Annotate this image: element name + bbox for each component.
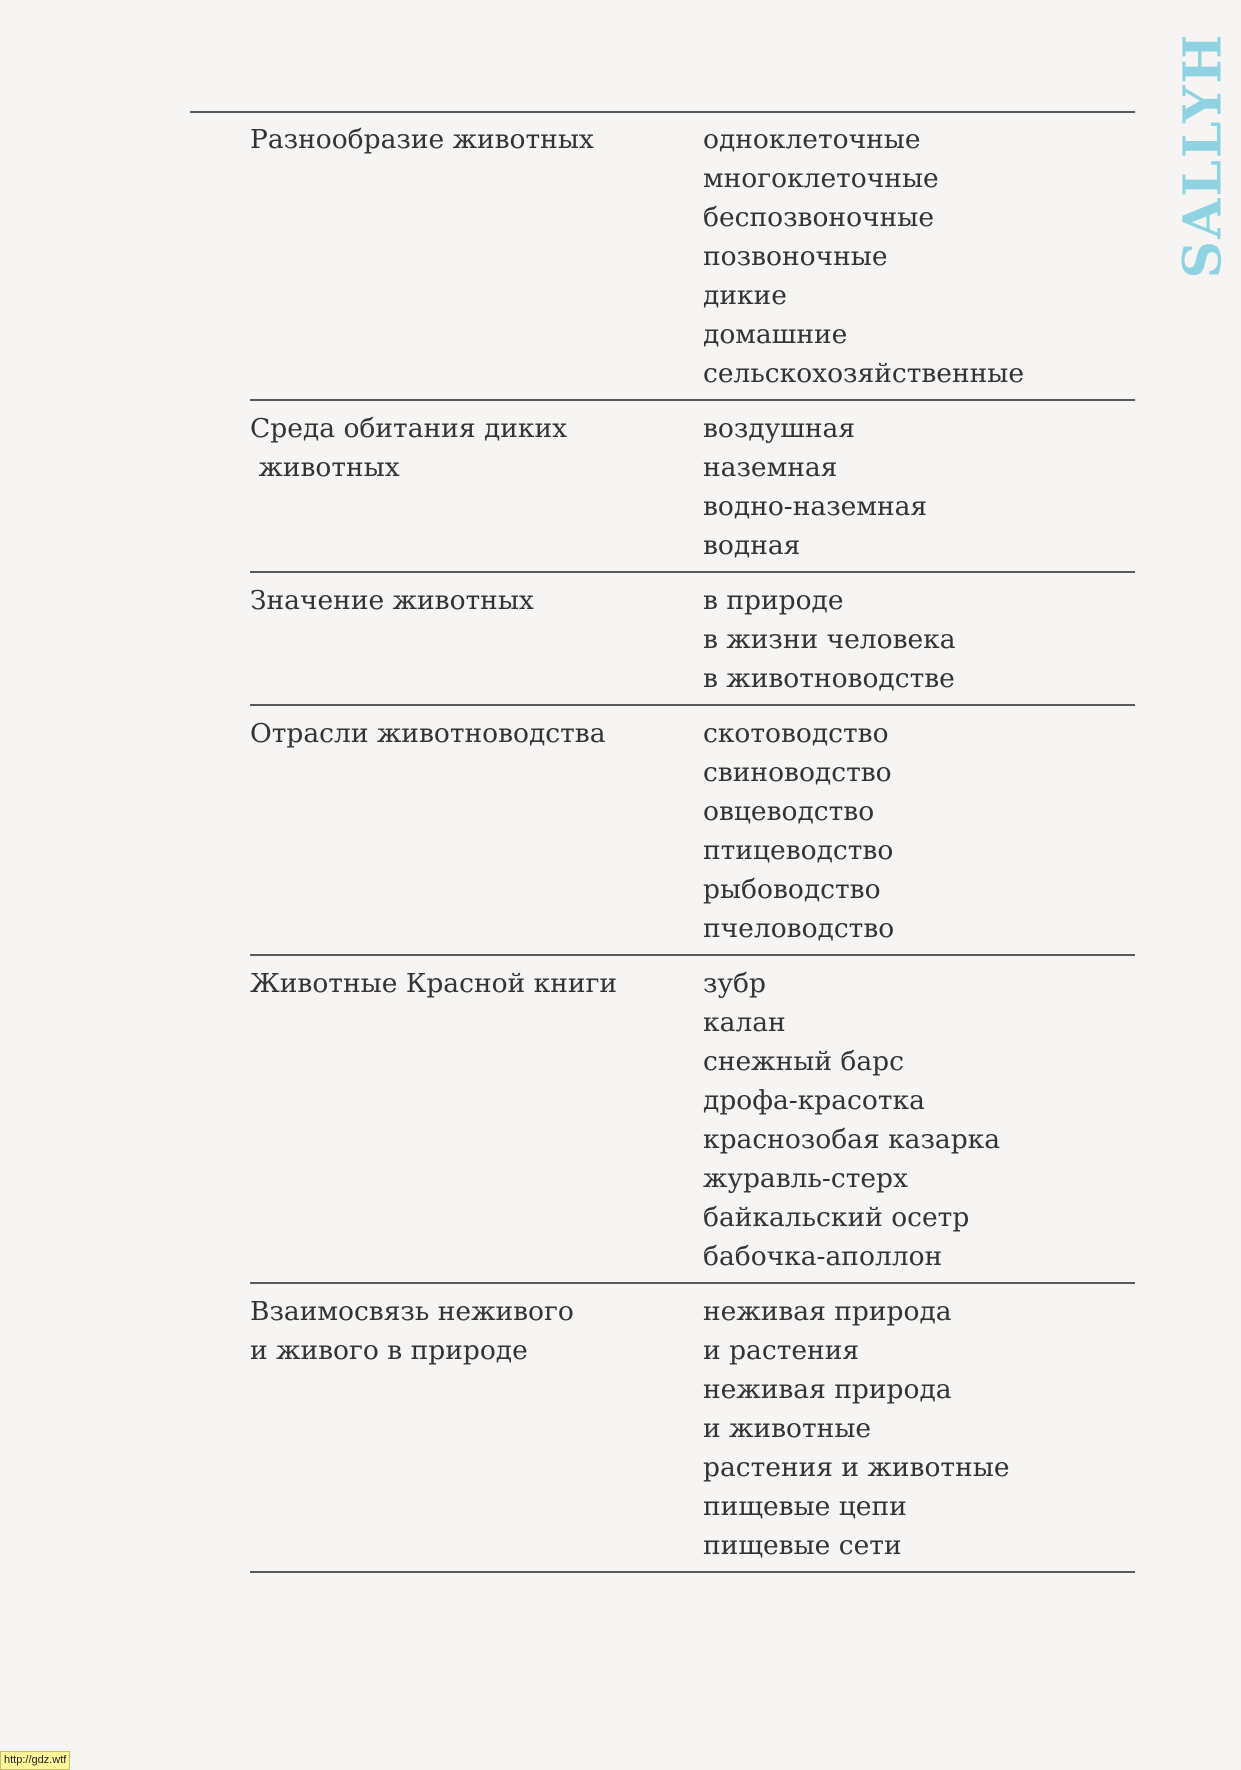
row-item: краснозобая казарка — [703, 1124, 1001, 1155]
row-item: пчеловодство — [703, 913, 895, 944]
summary-table — [250, 112, 1135, 1573]
table-row — [250, 1284, 1135, 1573]
row-item: свиноводство — [703, 757, 892, 788]
row-item: в жизни человека — [703, 624, 956, 655]
row-item: домашние — [703, 319, 848, 350]
table-row — [250, 706, 1135, 956]
row-item: многоклеточные — [703, 163, 939, 194]
row-item: дрофа-красотка — [703, 1085, 925, 1116]
row-item: птицеводство — [703, 835, 894, 866]
row-item: водно-наземная — [703, 491, 928, 522]
row-item: одноклеточные — [703, 124, 921, 155]
row-item: калан — [703, 1007, 786, 1038]
row-item: снежный барс — [703, 1046, 904, 1077]
row-topic: Значение животных — [250, 585, 534, 616]
row-items — [703, 120, 1135, 393]
row-item: скотоводство — [703, 718, 889, 749]
row-item: пищевые цепи — [703, 1491, 907, 1522]
source-watermark: http://gdz.wtf — [0, 1751, 70, 1770]
row-topic: Отрасли животноводства — [250, 718, 606, 749]
row-items — [703, 964, 1135, 1276]
row-item: овцеводство — [703, 796, 875, 827]
row-item: наземная — [703, 452, 838, 483]
side-tab-label: SALLYH — [1172, 32, 1234, 278]
row-item: сельскохозяйственные — [703, 358, 1025, 389]
row-topic: Разнообразие животных — [250, 124, 594, 155]
row-items — [703, 1292, 1135, 1565]
row-item: зубр — [703, 968, 766, 999]
row-item: дикие — [703, 280, 787, 311]
row-item: в природе — [703, 585, 844, 616]
row-item: байкальский осетр — [703, 1202, 970, 1233]
table-row — [250, 956, 1135, 1284]
row-item: водная — [703, 530, 801, 561]
row-item: неживая природа — [703, 1296, 952, 1327]
row-topic: Животные Красной книги — [250, 968, 618, 999]
table-row — [250, 112, 1135, 401]
row-item: рыбоводство — [703, 874, 881, 905]
row-item: позвоночные — [703, 241, 888, 272]
row-topic: Среда обитания диких животных — [250, 413, 568, 483]
row-item: и растения — [703, 1335, 860, 1366]
row-items — [703, 714, 1135, 948]
row-item: воздушная — [703, 413, 856, 444]
row-items — [703, 581, 1135, 698]
row-item: и животные — [703, 1413, 872, 1444]
table-row — [250, 573, 1135, 706]
row-topic: Взаимосвязь неживого и живого в природе — [250, 1296, 574, 1366]
row-item: растения и животные — [703, 1452, 1010, 1483]
row-item: в животноводстве — [703, 663, 955, 694]
side-tab — [1172, 24, 1234, 286]
row-item: пищевые сети — [703, 1530, 902, 1561]
row-item: бабочка-аполлон — [703, 1241, 943, 1272]
row-item: неживая природа — [703, 1374, 952, 1405]
row-item: журавль-стерх — [703, 1163, 908, 1194]
row-items — [703, 409, 1135, 565]
table-row — [250, 401, 1135, 573]
row-item: беспозвоночные — [703, 202, 934, 233]
